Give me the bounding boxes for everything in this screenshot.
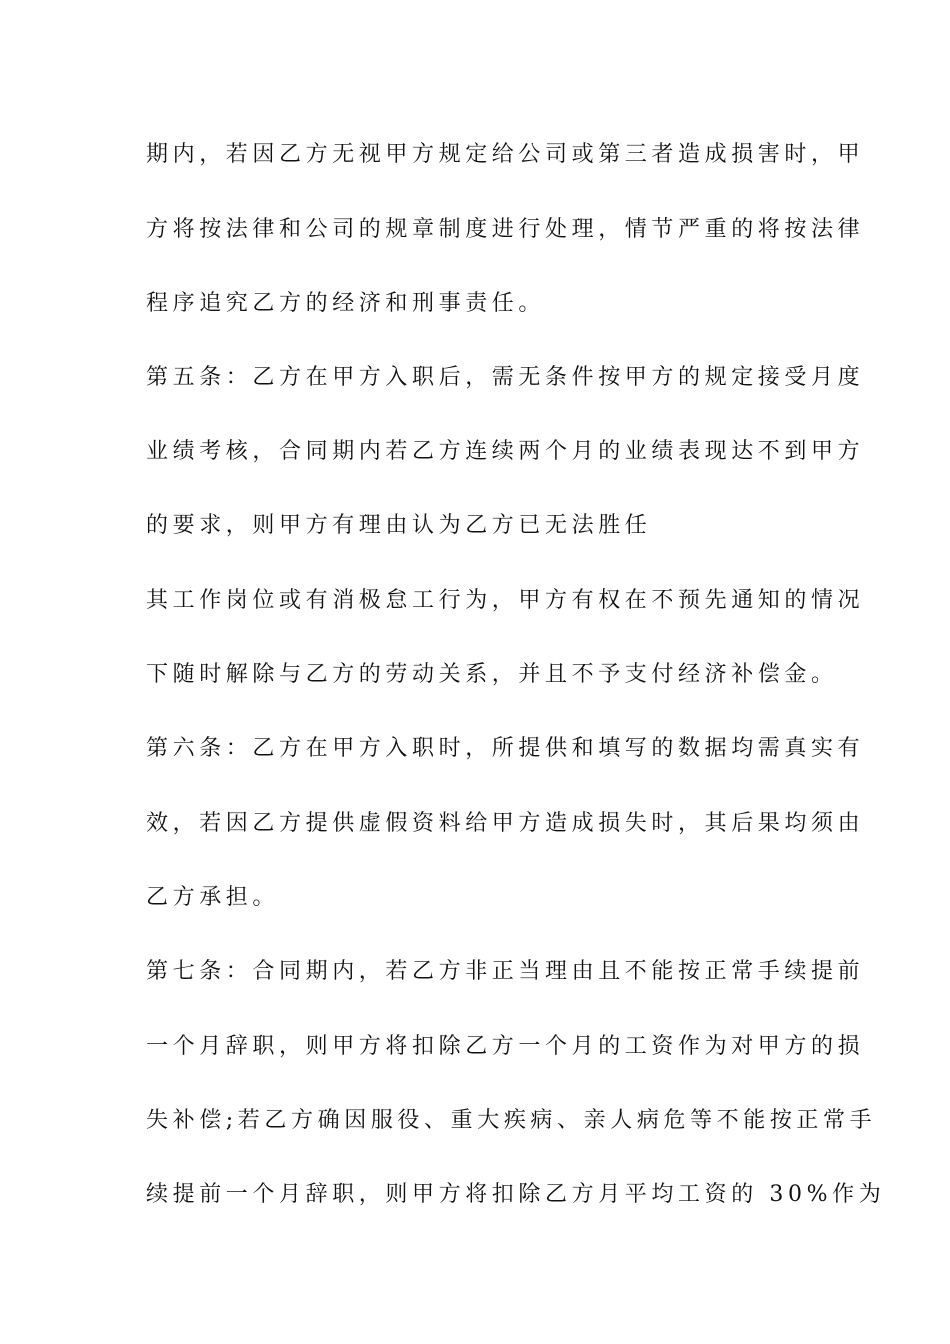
- text-line: 效，若因乙方提供虚假资料给甲方造成损失时，其后果均须由: [146, 811, 865, 836]
- text-line: 续提前一个月辞职，则甲方将扣除乙方月平均工资的 30%作为: [146, 1182, 886, 1207]
- text-line: 其工作岗位或有消极怠工行为，甲方有权在不预先通知的情况: [146, 588, 865, 613]
- article-7-line: 第七条：合同期内，若乙方非正当理由且不能按正常手续提前: [146, 959, 865, 984]
- text-line: 失补偿;若乙方确因服役、重大疾病、亲人病危等不能按正常手: [146, 1108, 877, 1133]
- text-line: 下随时解除与乙方的劳动关系，并且不予支付经济补偿金。: [146, 662, 838, 687]
- text-line: 一个月辞职，则甲方将扣除乙方一个月的工资作为对甲方的损: [146, 1034, 865, 1059]
- text-line: 乙方承担。: [146, 885, 280, 910]
- text-line: 方将按法律和公司的规章制度进行处理，情节严重的将按法律: [146, 217, 865, 242]
- article-5-line: 第五条：乙方在甲方入职后，需无条件按甲方的规定接受月度: [146, 365, 865, 390]
- article-6-line: 第六条：乙方在甲方入职时，所提供和填写的数据均需真实有: [146, 736, 865, 761]
- text-line: 程序追究乙方的经济和刑事责任。: [146, 291, 546, 316]
- text-line: 期内，若因乙方无视甲方规定给公司或第三者造成损害时，甲: [146, 142, 865, 167]
- text-line: 的要求，则甲方有理由认为乙方已无法胜任: [146, 513, 652, 538]
- text-line: 业绩考核，合同期内若乙方连续两个月的业绩表现达不到甲方: [146, 439, 865, 464]
